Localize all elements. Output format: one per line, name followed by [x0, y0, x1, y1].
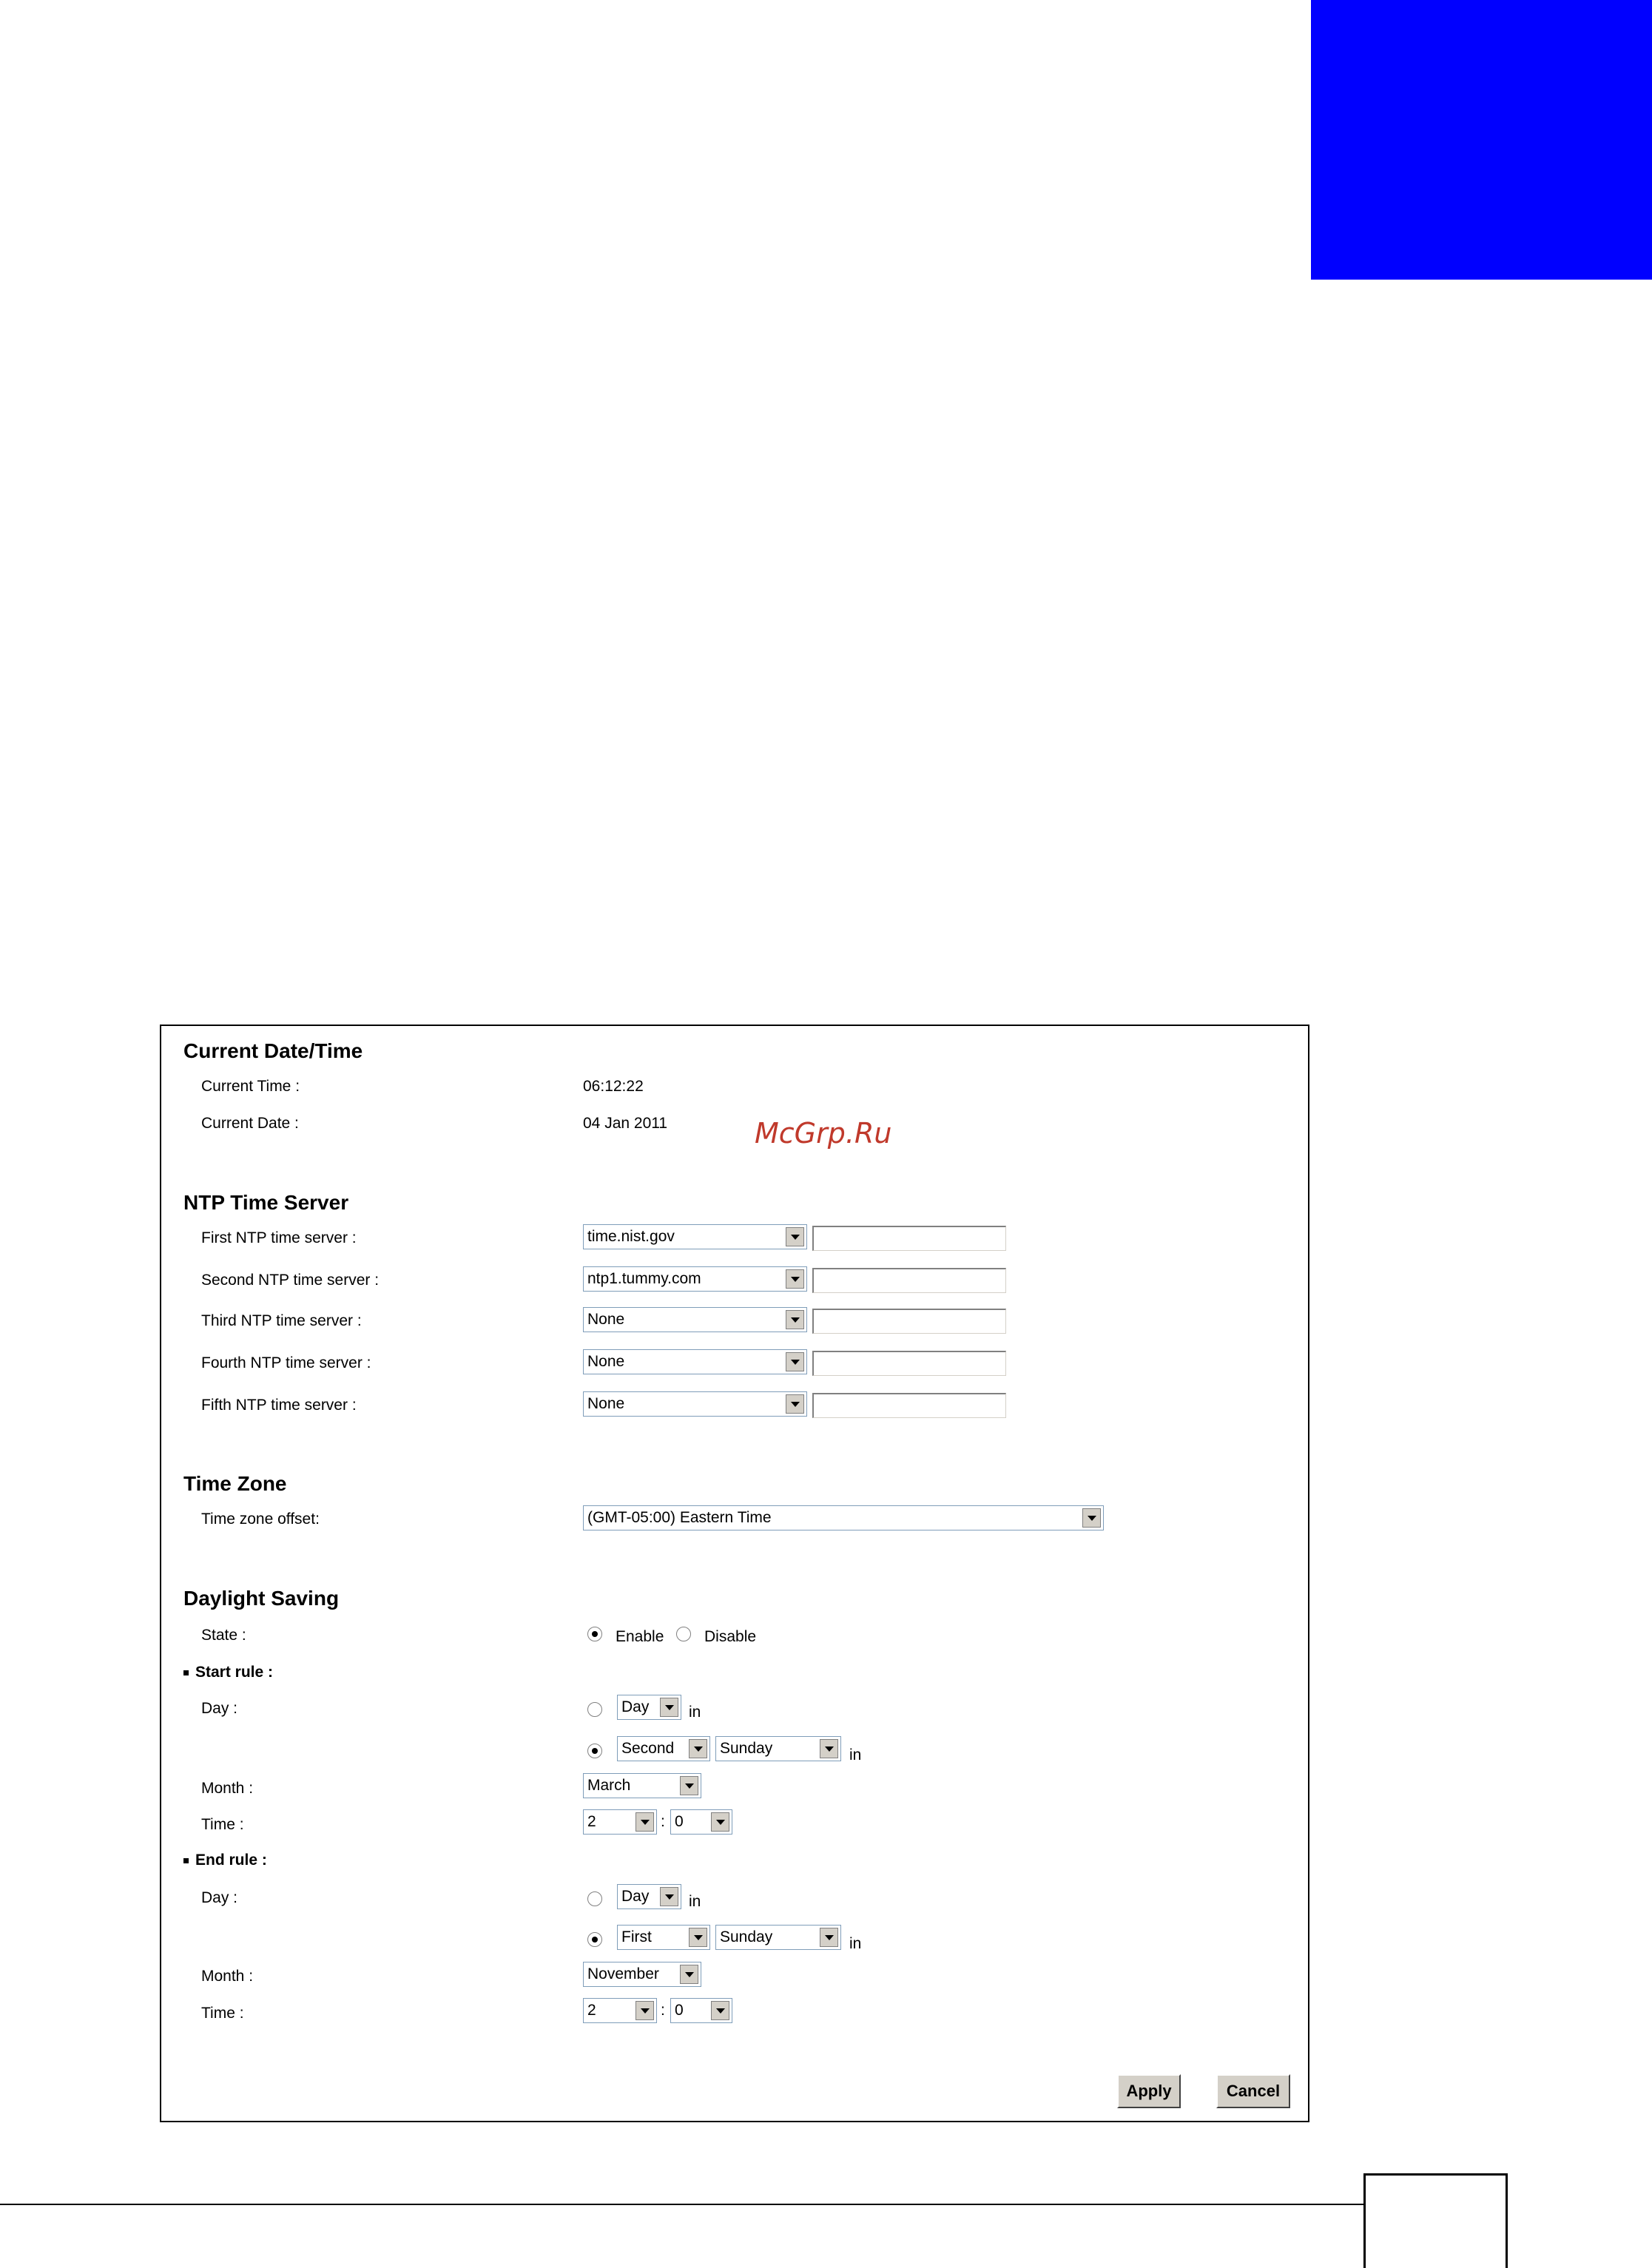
ntp-server-1-value: time.nist.gov: [587, 1228, 675, 1245]
end-day-label: Day :: [201, 1889, 238, 1906]
start-week-value: Second: [621, 1740, 675, 1757]
start-weekday-select[interactable]: [715, 1736, 841, 1761]
start-time-separator: :: [661, 1813, 665, 1830]
ntp-server-5-label: Fifth NTP time server :: [201, 1397, 357, 1414]
timezone-value: (GMT-05:00) Eastern Time: [587, 1509, 772, 1526]
chevron-down-icon[interactable]: [711, 2001, 729, 2020]
start-day-label: Day :: [201, 1700, 238, 1717]
end-minute-select[interactable]: [670, 1998, 732, 2023]
current-date-value: 04 Jan 2011: [583, 1115, 668, 1132]
ntp-server-3-label: Third NTP time server :: [201, 1312, 362, 1329]
start-week-select[interactable]: [617, 1736, 710, 1761]
ntp-heading: NTP Time Server: [183, 1191, 349, 1214]
bullet-icon: [183, 1858, 189, 1863]
ntp-server-2-label: Second NTP time server :: [201, 1272, 380, 1289]
end-day-select[interactable]: [617, 1884, 681, 1909]
chevron-down-icon[interactable]: [786, 1394, 804, 1414]
start-day-select[interactable]: [617, 1695, 681, 1720]
ntp-server-4-label: Fourth NTP time server :: [201, 1354, 371, 1371]
apply-button[interactable]: Apply: [1117, 2074, 1181, 2108]
start-rule-title-text: Start rule :: [195, 1664, 274, 1681]
end-day-radio[interactable]: [587, 1891, 602, 1906]
ntp-server-1-select[interactable]: [583, 1224, 807, 1249]
chevron-down-icon[interactable]: [689, 1739, 707, 1758]
daylight-heading: Daylight Saving: [183, 1587, 340, 1610]
end-weekday-select[interactable]: [715, 1925, 841, 1950]
end-month-label: Month :: [201, 1968, 254, 1985]
ntp-server-4-custom-input[interactable]: [812, 1351, 1006, 1376]
start-month-select[interactable]: [583, 1773, 701, 1798]
ntp-server-4-select[interactable]: [583, 1349, 807, 1374]
chevron-down-icon[interactable]: [786, 1269, 804, 1289]
start-weekday-value: Sunday: [720, 1740, 773, 1757]
ntp-server-2-custom-input[interactable]: [812, 1268, 1006, 1293]
ntp-server-5-custom-input[interactable]: [812, 1393, 1006, 1418]
ntp-server-3-select[interactable]: [583, 1307, 807, 1332]
ntp-server-4-value: None: [587, 1353, 625, 1370]
end-weekday-in-text: in: [849, 1935, 862, 1952]
start-month-value: March: [587, 1777, 631, 1794]
watermark-text: McGrp.Ru: [755, 1117, 892, 1150]
timezone-select[interactable]: [583, 1505, 1104, 1530]
ntp-server-1-label: First NTP time server :: [201, 1229, 357, 1246]
end-rule-title: [183, 1852, 267, 1869]
ntp-server-1-custom-input[interactable]: [812, 1226, 1006, 1251]
start-rule-title: [183, 1664, 273, 1681]
end-month-value: November: [587, 1965, 659, 1982]
chevron-down-icon[interactable]: [1082, 1508, 1101, 1528]
end-month-select[interactable]: [583, 1962, 701, 1987]
start-minute-select[interactable]: [670, 1809, 732, 1835]
start-weekday-radio[interactable]: [587, 1744, 602, 1758]
ntp-server-3-value: None: [587, 1311, 625, 1328]
end-week-select[interactable]: [617, 1925, 710, 1950]
time-settings-panel: [160, 1025, 1309, 2122]
current-time-value: 06:12:22: [583, 1078, 644, 1095]
end-weekday-value: Sunday: [720, 1928, 773, 1945]
chapter-tab-block: [1311, 0, 1652, 280]
chevron-down-icon[interactable]: [820, 1739, 838, 1758]
state-enable-label: Enable: [616, 1628, 664, 1645]
chevron-down-icon[interactable]: [635, 1812, 654, 1832]
start-hour-value: 2: [587, 1813, 596, 1830]
start-day-radio[interactable]: [587, 1702, 602, 1717]
current-date-label: Current Date :: [201, 1115, 299, 1132]
end-day-in-text: in: [689, 1893, 701, 1910]
current-time-label: Current Time :: [201, 1078, 300, 1095]
start-hour-select[interactable]: [583, 1809, 657, 1835]
state-disable-label: Disable: [704, 1628, 757, 1645]
end-time-separator: :: [661, 2002, 665, 2019]
current-datetime-heading: Current Date/Time: [183, 1039, 363, 1062]
chevron-down-icon[interactable]: [820, 1928, 838, 1947]
end-week-value: First: [621, 1928, 652, 1945]
start-minute-value: 0: [675, 1813, 684, 1830]
chevron-down-icon[interactable]: [660, 1698, 678, 1717]
footer-rule: [0, 2204, 1363, 2205]
end-rule-title-text: End rule :: [195, 1852, 267, 1869]
start-month-label: Month :: [201, 1780, 254, 1797]
chevron-down-icon[interactable]: [711, 1812, 729, 1832]
cancel-button[interactable]: Cancel: [1216, 2074, 1290, 2108]
end-day-value: Day: [621, 1888, 650, 1905]
ntp-server-2-select[interactable]: [583, 1266, 807, 1292]
chevron-down-icon[interactable]: [689, 1928, 707, 1947]
timezone-heading: Time Zone: [183, 1472, 287, 1495]
page-number-box: [1363, 2173, 1508, 2268]
state-enable-radio[interactable]: [587, 1627, 602, 1641]
chevron-down-icon[interactable]: [680, 1776, 698, 1795]
end-time-label: Time :: [201, 2005, 244, 2022]
ntp-server-2-value: ntp1.tummy.com: [587, 1270, 701, 1287]
chevron-down-icon[interactable]: [680, 1965, 698, 1984]
timezone-label: Time zone offset:: [201, 1511, 320, 1528]
start-day-value: Day: [621, 1698, 650, 1715]
end-weekday-radio[interactable]: [587, 1932, 602, 1947]
chevron-down-icon[interactable]: [635, 2001, 654, 2020]
ntp-server-5-value: None: [587, 1395, 625, 1412]
end-minute-value: 0: [675, 2002, 684, 2019]
state-disable-radio[interactable]: [676, 1627, 691, 1641]
start-day-in-text: in: [689, 1704, 701, 1721]
state-label: State :: [201, 1627, 246, 1644]
chevron-down-icon[interactable]: [786, 1310, 804, 1329]
end-hour-select[interactable]: [583, 1998, 657, 2023]
start-weekday-in-text: in: [849, 1746, 862, 1764]
start-time-label: Time :: [201, 1816, 244, 1833]
ntp-server-5-select[interactable]: [583, 1391, 807, 1417]
chevron-down-icon[interactable]: [660, 1887, 678, 1906]
chevron-down-icon[interactable]: [786, 1352, 804, 1371]
ntp-server-3-custom-input[interactable]: [812, 1309, 1006, 1334]
chevron-down-icon[interactable]: [786, 1227, 804, 1246]
end-hour-value: 2: [587, 2002, 596, 2019]
bullet-icon: [183, 1670, 189, 1675]
